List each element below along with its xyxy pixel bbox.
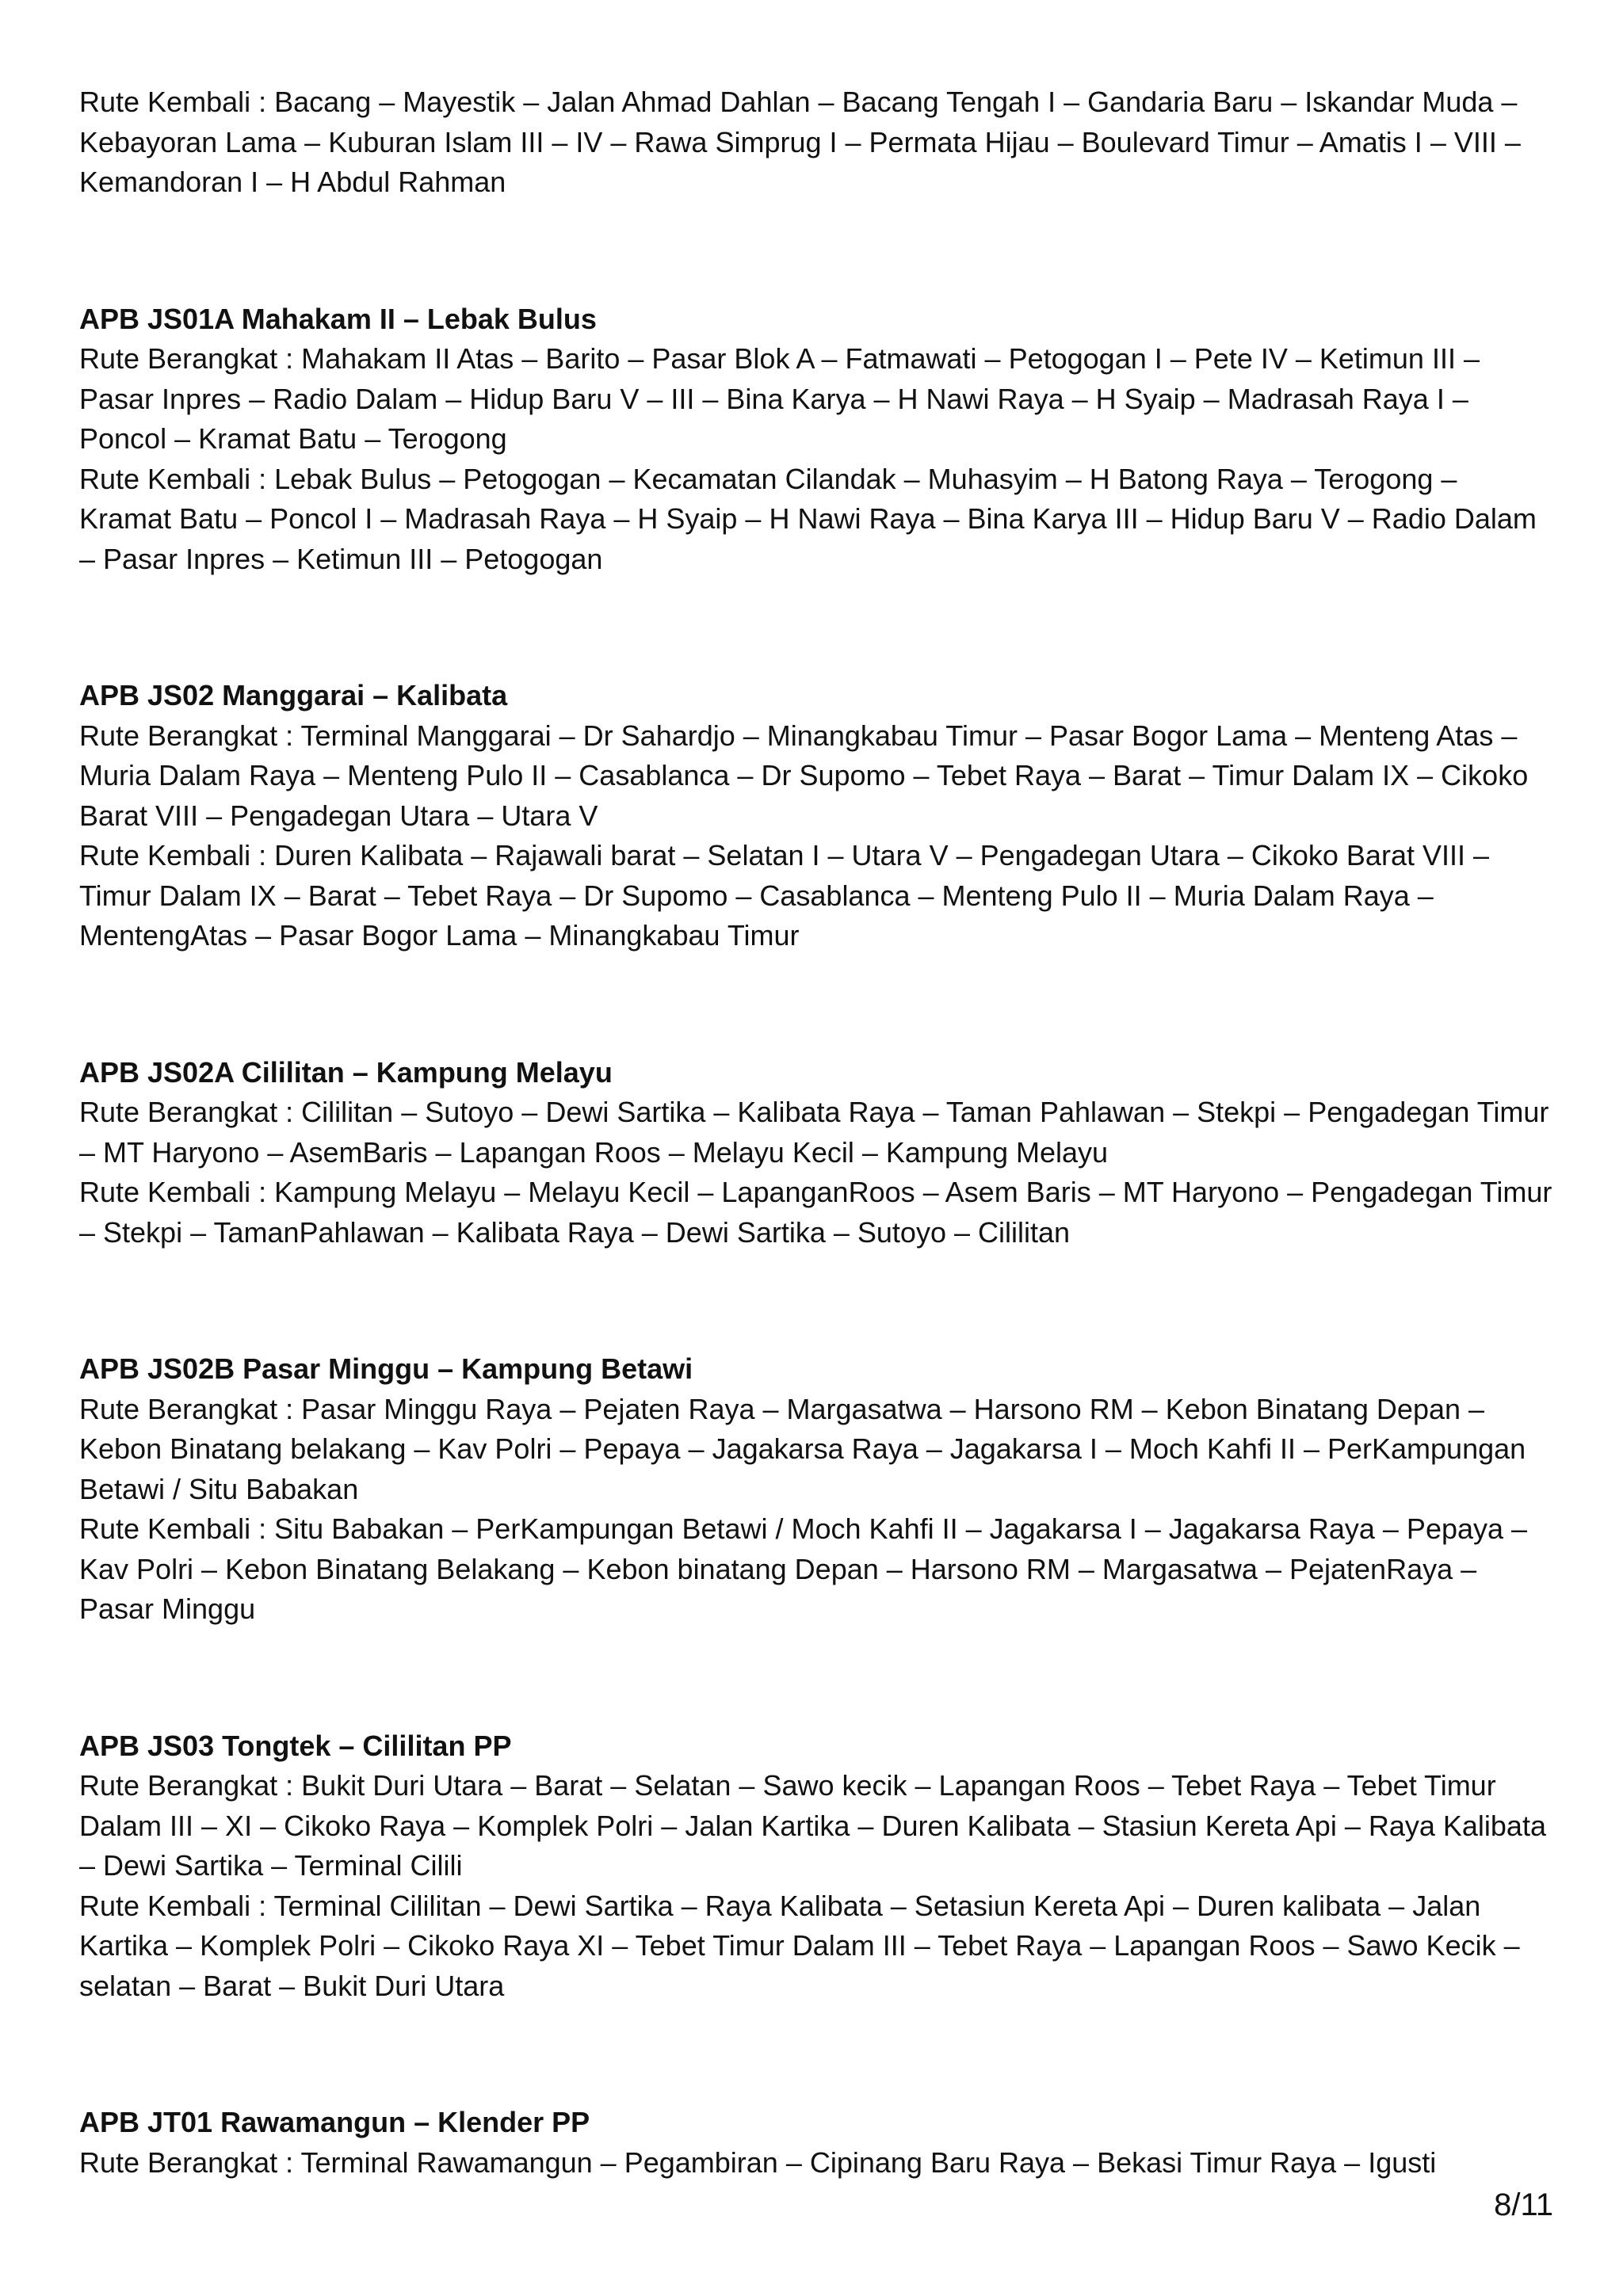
- route-depart: Rute Berangkat : Bukit Duri Utara – Barat – Selatan – Sawo kecik – Lapangan Roos – Tebet Raya – Tebet Timur Dalam III – XI – Cikoko Raya – Komplek Polri – Jalan Kartika – Duren Kalibata – Stasiun Kereta Api – Raya Kalibata – Dewi Sartika – Terminal Cilili: [79, 1769, 1546, 1882]
- route-depart: Rute Berangkat : Pasar Minggu Raya – Pejaten Raya – Margasatwa – Harsono RM – Kebon Binatang Depan – Kebon Binatang belakang – Kav Polri – Pepaya – Jagakarsa Raya – Jagakarsa I – Moch Kahfi II – PerKampungan Betawi / Situ Babakan: [79, 1392, 1526, 1505]
- route-title: APB JS02B Pasar Minggu – Kampung Betawi: [79, 1352, 693, 1385]
- route-block-js02b: [79, 1349, 1553, 1630]
- route-title: APB JS02 Manggarai – Kalibata: [79, 679, 508, 711]
- document-page: [79, 82, 1553, 2183]
- route-block-js02: [79, 676, 1553, 956]
- route-title: APB JS01A Mahakam II – Lebak Bulus: [79, 302, 597, 335]
- intro-return-route: Rute Kembali : Bacang – Mayestik – Jalan Ahmad Dahlan – Bacang Tengah I – Gandaria Baru – Iskandar Muda – Kebayoran Lama – Kuburan Islam III – IV – Rawa Simprug I – Permata Hijau – Boulevard Timur – Amatis I – VIII – Kemandoran I – H Abdul Rahman: [79, 86, 1521, 198]
- route-block-js03: [79, 1726, 1553, 2007]
- route-return: Rute Kembali : Terminal Cililitan – Dewi Sartika – Raya Kalibata – Setasiun Kereta Api – Duren kalibata – Jalan Kartika – Komplek Polri – Cikoko Raya XI – Tebet Timur Dalam III – Tebet Raya – Lapangan Roos – Sawo Kecik – selatan – Barat – Bukit Duri Utara: [79, 1889, 1520, 2002]
- route-title: APB JS03 Tongtek – Cililitan PP: [79, 1729, 512, 1762]
- route-title: APB JS02A Cililitan – Kampung Melayu: [79, 1055, 613, 1089]
- route-block-js02a: [79, 1053, 1553, 1253]
- page-number: 8/11: [1494, 2187, 1553, 2222]
- route-block-js01a: [79, 299, 1553, 580]
- route-depart: Rute Berangkat : Terminal Manggarai – Dr Sahardjo – Minangkabau Timur – Pasar Bogor Lama – Menteng Atas – Muria Dalam Raya – Menteng Pulo II – Casablanca – Dr Supomo – Tebet Raya – Barat – Timur Dalam IX – Cikoko Barat VIII – Pengadegan Utara – Utara V: [79, 719, 1529, 832]
- route-return: Rute Kembali : Lebak Bulus – Petogogan – Kecamatan Cilandak – Muhasyim – H Batong Raya – Terogong – Kramat Batu – Poncol I – Madrasah Raya – H Syaip – H Nawi Raya – Bina Karya III – Hidup Baru V – Radio Dalam – Pasar Inpres – Ketimun III – Petogogan: [79, 462, 1537, 575]
- route-depart: Rute Berangkat : Terminal Rawamangun – Pegambiran – Cipinang Baru Raya – Bekasi Timur Raya – Igusti: [79, 2145, 1437, 2179]
- route-return: Rute Kembali : Situ Babakan – PerKampungan Betawi / Moch Kahfi II – Jagakarsa I – Jagakarsa Raya – Pepaya – Kav Polri – Kebon Binatang Belakang – Kebon binatang Depan – Harsono RM – Margasatwa – PejatenRaya – Pasar Minggu: [79, 1512, 1528, 1625]
- route-return: Rute Kembali : Duren Kalibata – Rajawali barat – Selatan I – Utara V – Pengadegan Utara – Cikoko Barat VIII – Timur Dalam IX – Barat – Tebet Raya – Dr Supomo – Casablanca – Menteng Pulo II – Muria Dalam Raya – MentengAtas – Pasar Bogor Lama – Minangkabau Timur: [79, 839, 1490, 952]
- route-block-jt01: [79, 2103, 1553, 2183]
- route-depart: Rute Berangkat : Mahakam II Atas – Barito – Pasar Blok A – Fatmawati – Petogogan I – Pete IV – Ketimun III – Pasar Inpres – Radio Dalam – Hidup Baru V – III – Bina Karya – H Nawi Raya – H Syaip – Madrasah Raya I – Poncol – Kramat Batu – Terogong: [79, 342, 1480, 455]
- route-title: APB JT01 Rawamangun – Klender PP: [79, 2106, 590, 2138]
- route-return: Rute Kembali : Kampung Melayu – Melayu Kecil – LapanganRoos – Asem Baris – MT Haryono – Pengadegan Timur – Stekpi – TamanPahlawan – Kalibata Raya – Dewi Sartika – Sutoyo – Cililitan: [79, 1176, 1552, 1249]
- route-depart: Rute Berangkat : Cililitan – Sutoyo – Dewi Sartika – Kalibata Raya – Taman Pahlawan – Stekpi – Pengadegan Timur – MT Haryono – AsemBaris – Lapangan Roos – Melayu Kecil – Kampung Melayu: [79, 1096, 1549, 1169]
